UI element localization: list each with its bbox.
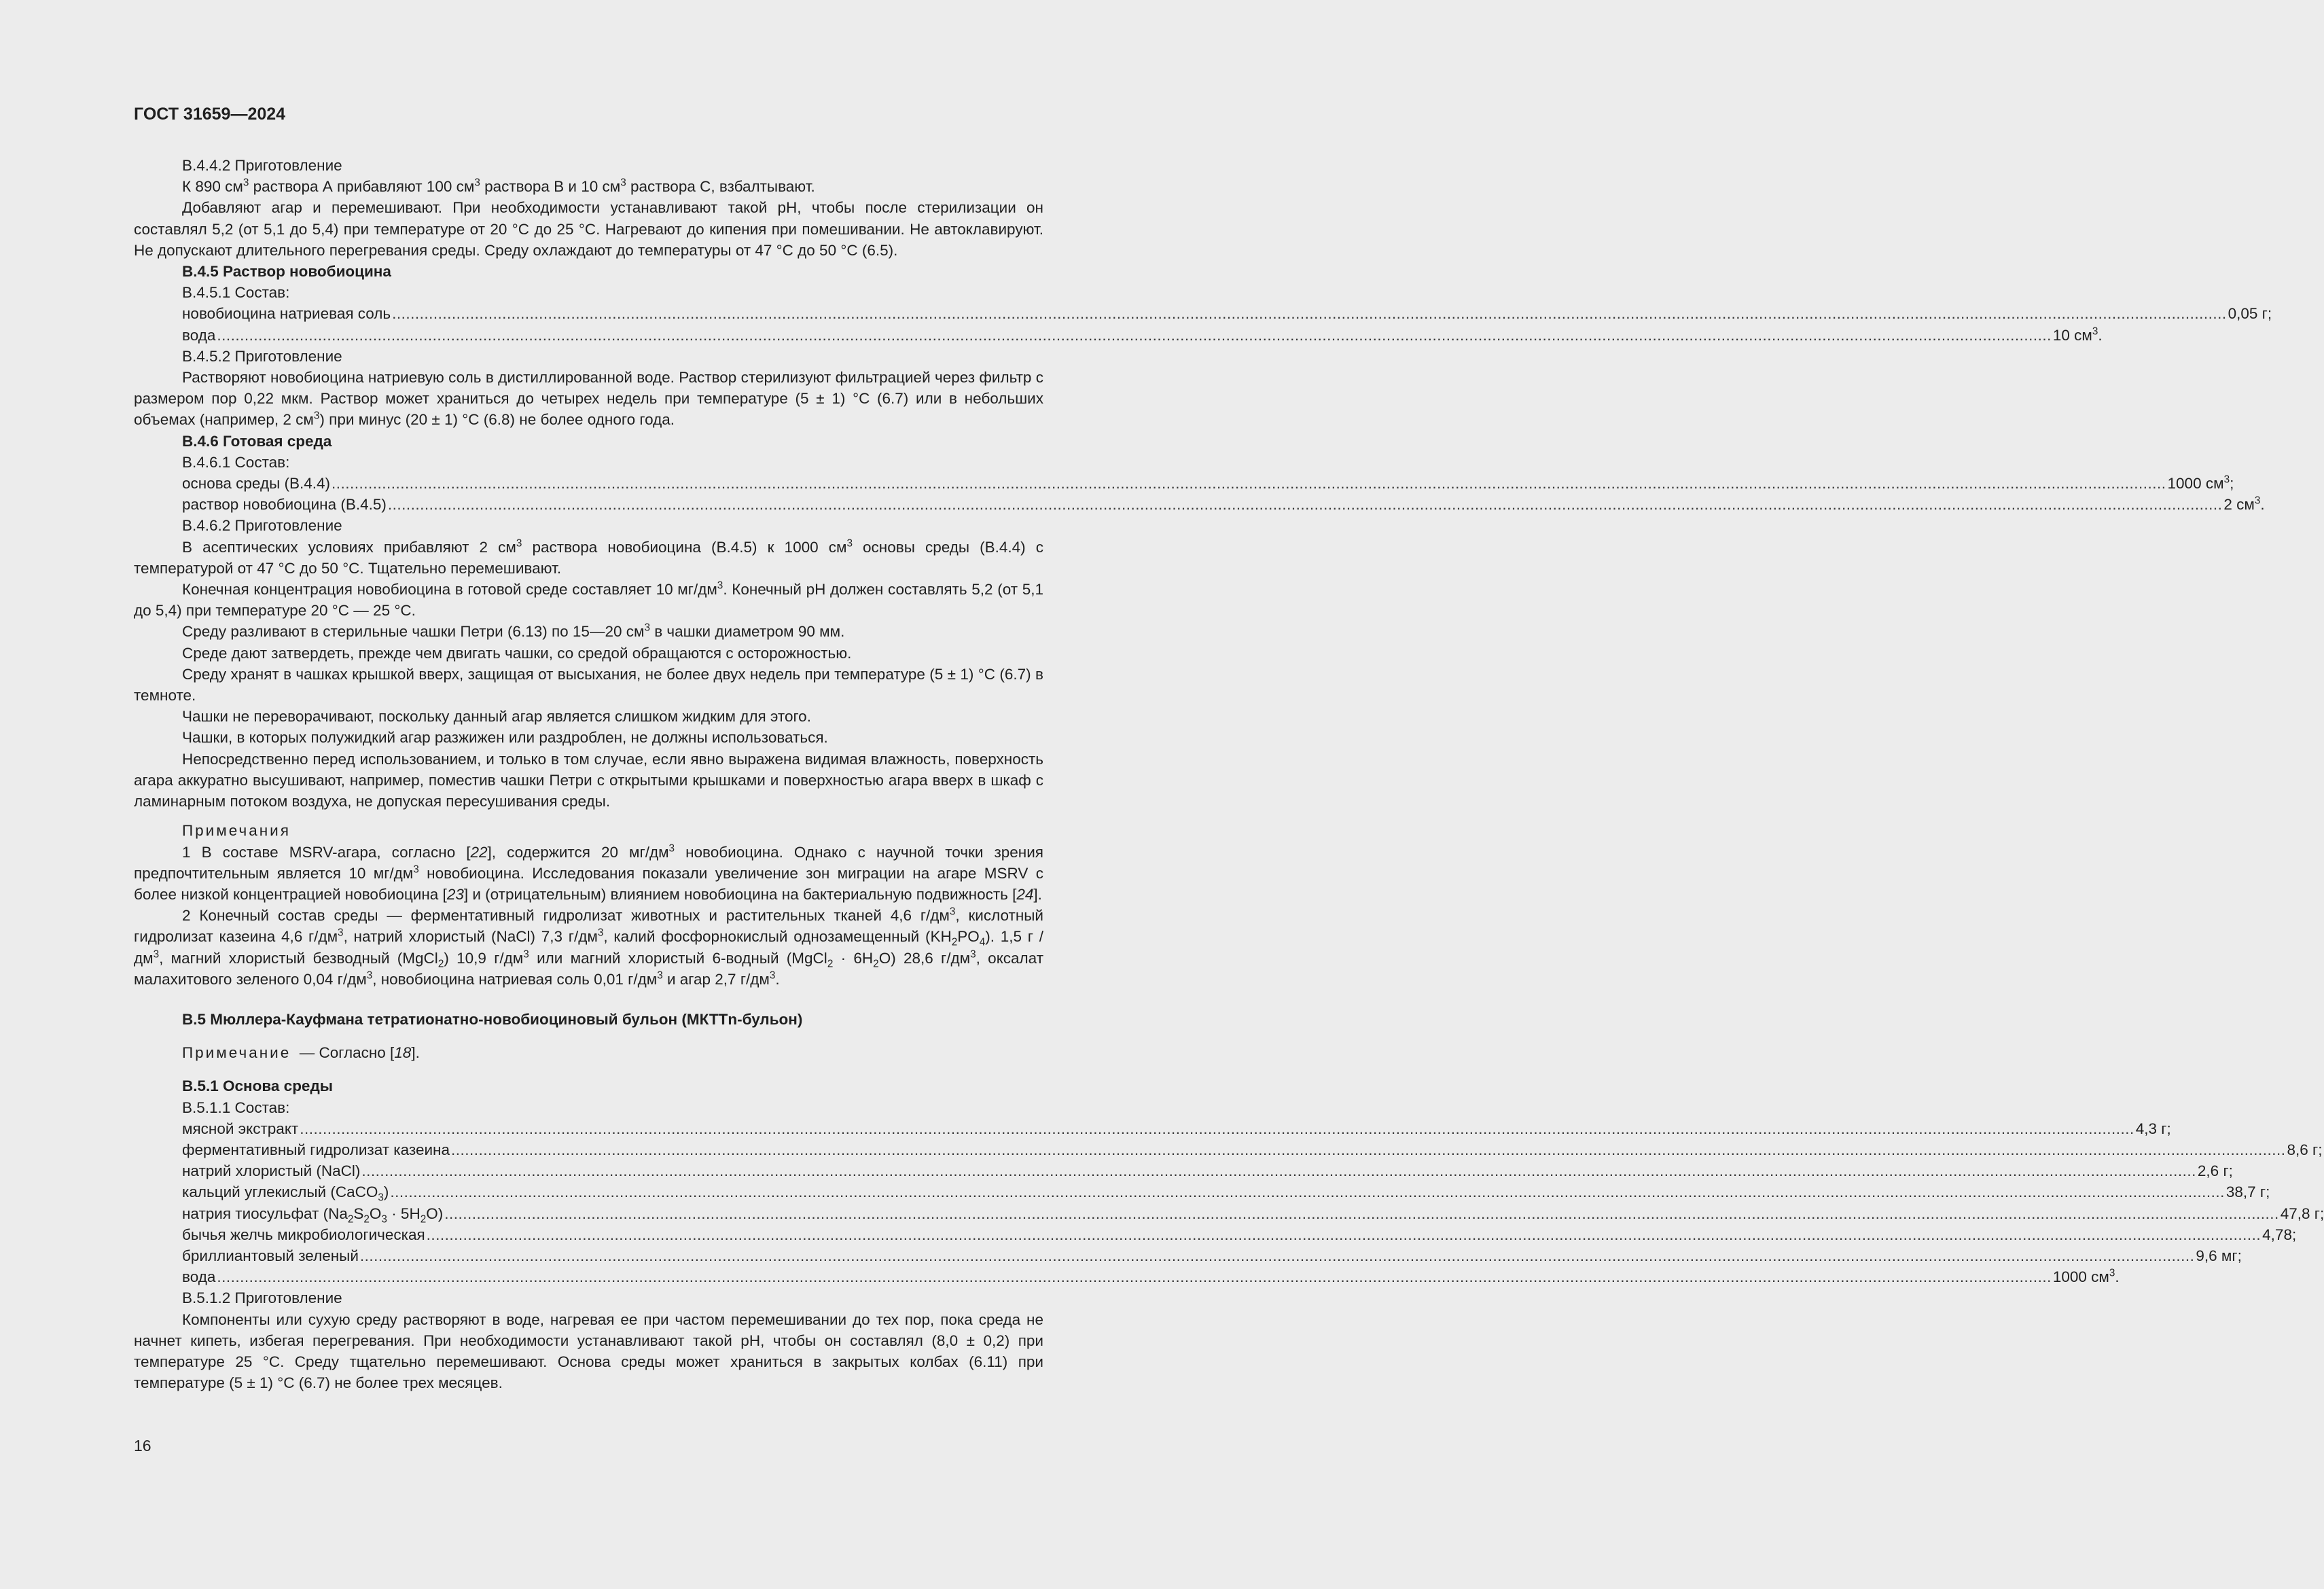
dot-leader: ................................................................................................................................................................................................................................................................................................................................................................................................................ [361,1162,2196,1180]
composition-row [182,1160,2233,1181]
ingredient-name: ферментативный гидролизат казеина [182,1141,450,1158]
ingredient-amount: 4,78; [2262,1226,2297,1243]
ingredient-amount: 1000 $см^3$; [2167,474,2234,493]
composition-row [182,1181,2270,1204]
body-paragraph: Компоненты или сухую среду растворяют в воде, нагревая ее при частом перемешивании до тех пор, пока среда не начнет кипеть, избегая перегревания. При необходимости устанавливают такой рН, чтобы он составлял (8,0 ± 0,2) при температуре 25 °С. Среду тщательно перемешивают. Основа среды может храниться в закрытых колбах (6.11) при температуре (5 ± 1) °С (6.7) не более трех месяцев. [134,1310,1043,1392]
body-paragraph: Добавляют агар и перемешивают. При необходимости устанавливают такой рН, чтобы после стерилизации он составлял 5,2 (от 5,1 до 5,4) при температуре от 20 °С до 25 °С. Нагревают до кипения при помешивании. Не автоклавируют. Не допускают длительного перегревания среды. Среду охлаждают до температуры от 47 °С до 50 °С (6.5). [134,199,1043,259]
composition-row [182,1139,2323,1160]
ingredient-name: натрия тиосульфат $(Na_2S_2O_3 \cdot 5H_2O)$ [182,1204,444,1226]
ingredient-name: вода [182,326,216,344]
body-paragraph: Конечная концентрация новобиоцина в готовой среде составляет 10 $мг/дм^3$. Конечный рН должен составлять 5,2 (от 5,1 до 5,4) при температуре 20 °С — 25 °С. [134,579,1043,620]
body-paragraph: 1 В составе MSRV-агара, согласно [22], содержится 20 $мг/дм^3$ новобиоцина. Однако с научной точки зрения предпочтительным является 10 $мг/дм^3$ новобиоцина. Исследования показали увеличение зон миграции на агаре MSRV с более низкой концентрацией новобиоцина [23] и (отрицательным) влиянием новобиоцина на бактериальную подвижность [24]. [134,842,1043,903]
dot-leader: ................................................................................................................................................................................................................................................................................................................................................................................................................ [387,496,2223,514]
composition-row [182,1266,2120,1287]
composition-row [182,473,2234,494]
subsection-label: В.4.4.2 Приготовление [182,157,342,174]
dot-leader: ................................................................................................................................................................................................................................................................................................................................................................................................................ [390,1183,2225,1201]
subsection-label: В.4.6.1 Состав: [182,453,290,471]
subsection-label: В.4.5.1 Состав: [182,284,290,302]
ingredient-amount: 47,8 г; [2280,1204,2324,1222]
body-paragraph: Среду хранят в чашках крышкой вверх, защищая от высыхания, не более двух недель при температуре (5 ± 1) °С (6.7) в темноте. [134,665,1043,704]
section-heading: В.4.6 Готовая среда [182,432,332,450]
ingredient-name: основа среды (В.4.4) [182,475,331,493]
dot-leader: ................................................................................................................................................................................................................................................................................................................................................................................................................ [392,305,2227,323]
ingredient-amount: 2,6 г; [2197,1162,2233,1180]
dot-leader: ................................................................................................................................................................................................................................................................................................................................................................................................................ [300,1120,2134,1137]
composition-row [182,1245,2242,1266]
body-paragraph: Растворяют новобиоцина натриевую соль в дистиллированной воде. Раствор стерилизуют фильтрацией через фильтр с размером пор 0,22 мкм. Раствор может храниться до четырех недель при температуре (5 ± 1) °С (6.7) или в небольших объемах (например, 2 $см^3$) при минус (20 ± 1) °С (6.8) не более одного года. [134,369,1043,429]
section-heading: В.5.1 Основа среды [182,1077,333,1095]
dot-leader: ................................................................................................................................................................................................................................................................................................................................................................................................................ [444,1204,2279,1222]
subsection-label: Примечание — Согласно [18]. [182,1044,420,1062]
composition-row [182,325,2103,346]
section-heading: В.4.5 Раствор новобиоцина [182,263,391,281]
ingredient-name: бычья желчь микробиологическая [182,1226,425,1243]
body-paragraph: 2 Конечный состав среды — ферментативный гидролизат животных и растительных тканей 4,6 $г/дм^3$, кислотный гидролизат казеина 4,6 $г/дм^3$, натрий хлористый (NaCl) 7,3 $г/дм^3$, калий фосфорнокислый однозамещенный $(KH_2PO_4)$. 1,5 г $/дм^3$, магний хлористый безводный (MgCl$_2$) 10,9 $г/дм^3$ или магний хлористый 6-водный (MgCl$_2$ · $6H_2O$) 28,6 $г/дм^3$, оксалат малахитового зеленого 0,04 $г/дм^3$, новобиоцина натриевая соль 0,01 $г/дм^3$ и агар 2,7 $г/дм^3$. [134,906,1044,988]
ingredient-amount: 2 $см^3$. [2223,495,2265,514]
ingredient-name: новобиоцина натриевая соль [182,305,391,323]
dot-leader: ................................................................................................................................................................................................................................................................................................................................................................................................................ [450,1141,2286,1158]
ingredient-name: вода [182,1268,216,1286]
composition-row [182,1224,2297,1245]
dot-leader: ................................................................................................................................................................................................................................................................................................................................................................................................................ [426,1226,2262,1243]
composition-row [182,303,2272,324]
ingredient-amount: 1000 $см^3$. [2052,1267,2120,1286]
body-paragraph: Непосредственно перед использованием, и только в том случае, если явно выражена видимая влажность, поверхность агара аккуратно высушивают, например, поместив чашки Петри с открытыми крышками и поверхностью агара вверх в шкаф с ламинарным потоком воздуха, не допуская пересушивания среды. [134,750,1043,810]
ingredient-amount: 8,6 г; [2287,1141,2323,1158]
body-paragraph: Среде дают затвердеть, прежде чем двигать чашки, со средой обращаются с осторожностью. [182,644,852,662]
dot-leader: ................................................................................................................................................................................................................................................................................................................................................................................................................ [332,475,2166,493]
body-paragraph: В асептических условиях прибавляют 2 $см^3$ раствора новобиоцина (В.4.5) к 1000 $см^3$ основы среды (В.4.4) с температурой от 47 °С до 50 °С. Тщательно перемешивают. [134,537,1044,577]
ingredient-name: мясной экстракт [182,1120,299,1137]
document-id-header: ГОСТ 31659—2024 [134,105,286,124]
ingredient-amount: 4,3 г; [2135,1120,2171,1137]
dot-leader: ................................................................................................................................................................................................................................................................................................................................................................................................................ [359,1247,2195,1264]
subsection-label: В.5.1.2 Приготовление [182,1289,342,1307]
dot-leader: ................................................................................................................................................................................................................................................................................................................................................................................................................ [217,1268,2052,1286]
ingredient-amount: 38,7 г; [2225,1183,2270,1201]
ingredient-amount: 0,05 г; [2228,305,2272,323]
ingredient-name: кальций углекислый (CaCO$_3$) [182,1183,389,1204]
ingredient-amount: 9,6 мг; [2196,1247,2242,1264]
subsection-label: Примечания [182,822,291,840]
body-paragraph: К 890 $см^3$ раствора А прибавляют 100 $см^3$ раствора В и 10 $см^3$ раствора С, взбалтывают. [182,177,815,196]
ingredient-name: бриллиантовый зеленый [182,1247,359,1264]
ingredient-name: натрий хлористый (NaCl) [182,1162,361,1180]
document-body [134,155,2324,1393]
subsection-label: В.4.6.2 Приготовление [182,517,342,535]
composition-row [182,1118,2171,1139]
composition-row [182,494,2265,515]
body-paragraph: Чашки, в которых полужидкий агар разжижен или раздроблен, не должны использоваться. [182,729,828,747]
body-paragraph: Чашки не переворачивают, поскольку данный агар является слишком жидким для этого. [182,708,811,726]
page-number: 16 [134,1437,151,1454]
ingredient-amount: 10 $см^3$. [2052,325,2103,344]
body-paragraph: Среду разливают в стерильные чашки Петри (6.13) по 15—20 $см^3$ в чашки диаметром 90 мм. [182,622,845,641]
dot-leader: ................................................................................................................................................................................................................................................................................................................................................................................................................ [217,326,2052,344]
composition-row [182,1203,2324,1226]
subsection-label: В.5.1.1 Состав: [182,1099,290,1116]
subsection-label: В.4.5.2 Приготовление [182,347,342,365]
section-heading: В.5 Мюллера-Кауфмана тетратионатно-новобиоциновый бульон (МКТТn-бульон) [182,1010,803,1028]
ingredient-name: раствор новобиоцина (В.4.5) [182,496,387,514]
